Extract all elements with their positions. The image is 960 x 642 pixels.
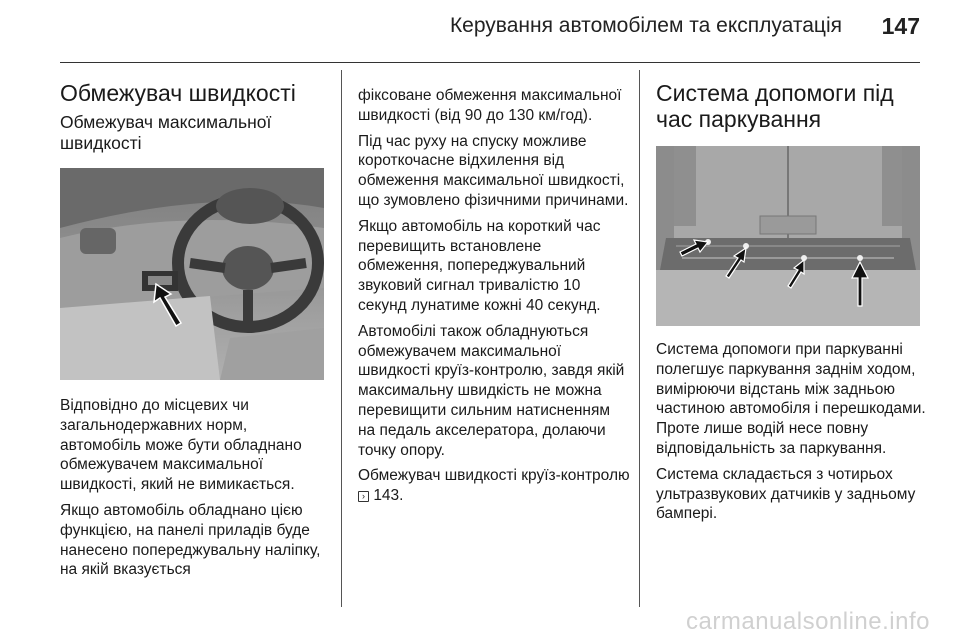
section-title-speed-limiter: Обмежувач швидкості bbox=[60, 80, 296, 106]
page-number: 147 bbox=[881, 13, 920, 39]
column-divider-2 bbox=[639, 70, 640, 607]
rear-bumper-sensor-illustration bbox=[656, 146, 920, 326]
running-header-title: Керування автомобілем та експлуатація bbox=[449, 14, 842, 37]
column-divider-1 bbox=[341, 70, 342, 607]
paragraph: Відповідно до місцевих чи загальнодержавних норм, автомобіль може бути обладнано обмежувачем максимальної швидкості, який не вимикається. bbox=[60, 397, 302, 494]
paragraph: Якщо автомобіль на короткий час перевищить встановлене обмеження, попереджувальний звуковий сигнал тривалістю 10 секунд лунатиме кожні 40 секунд. bbox=[358, 217, 601, 314]
paragraph: Система допомоги при паркуванні полегшує паркування заднім ходом, вимірюючи відстань між задньою частиною автомобіля і перешкодами. Проте лише водій несе повну відповідальність за паркування. bbox=[656, 341, 926, 457]
dashboard-illustration bbox=[60, 168, 324, 380]
watermark: carmanualsonline.info bbox=[686, 608, 930, 635]
paragraph: Під час руху на спуску можливе короткочасне відхилення від обмеження максимальної швидкості, що зумовлено фізичними причинами. bbox=[358, 132, 629, 209]
page-reference-icon: › bbox=[358, 491, 369, 502]
column-1 bbox=[60, 70, 332, 586]
subsection-title-max-speed-limiter: Обмежувач максимальної швидкості bbox=[60, 112, 272, 153]
paragraph: фіксоване обмеження максимальної швидкості (від 90 до 130 км/год). bbox=[358, 87, 622, 124]
paragraph: Система складається з чотирьох ультразвукових датчиків у задньому бампері. bbox=[656, 465, 916, 523]
section-title-parking-assist: Система допомоги під час паркування bbox=[656, 80, 894, 132]
cross-reference[interactable] bbox=[358, 466, 630, 506]
column-2 bbox=[358, 86, 630, 512]
paragraph: Якщо автомобіль обладнано цією функцією, на панелі приладів буде нанесено попереджувальну наліпку, на якій вказується bbox=[60, 501, 321, 579]
column-3 bbox=[656, 70, 928, 530]
paragraph: Автомобілі також обладнуються обмежувачем максимальної швидкості круїз-контролю, завдя якій максимальну швидкість не можна перевищити сильним натисненням на педаль акселератора, долаючи точку опору. bbox=[358, 322, 625, 459]
cross-reference-text: Обмежувач швидкості круїз-контролю bbox=[358, 467, 630, 485]
page-header bbox=[60, 0, 920, 63]
cross-reference-page: 143. bbox=[373, 487, 404, 505]
